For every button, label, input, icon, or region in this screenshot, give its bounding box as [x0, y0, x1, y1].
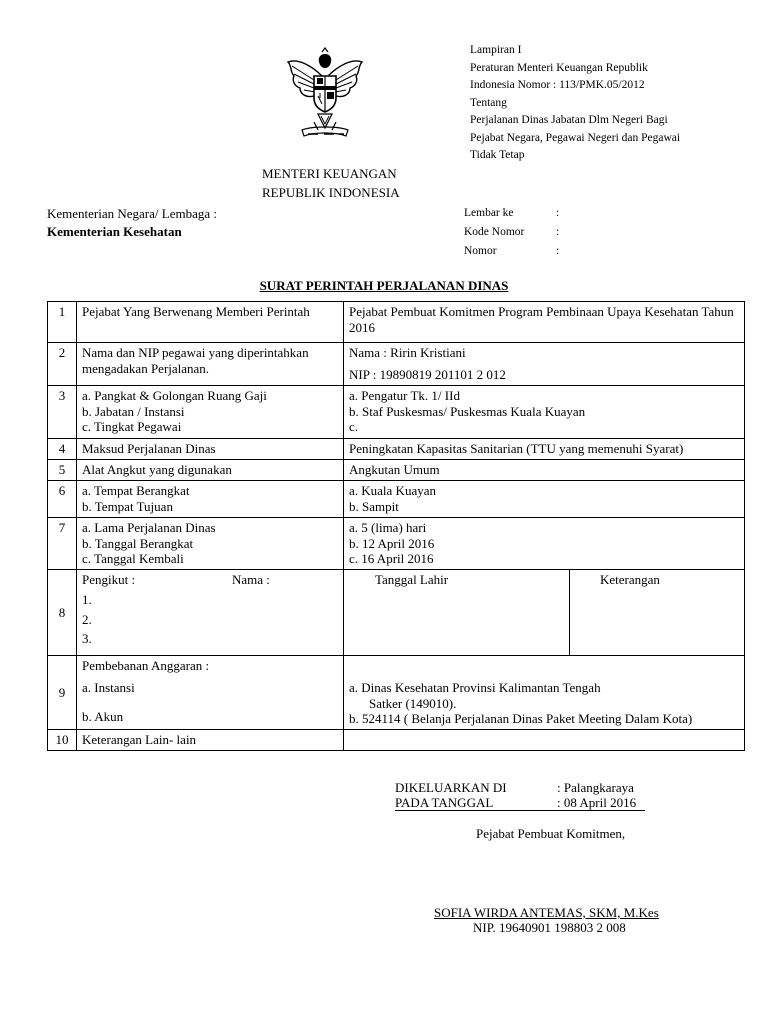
row-label	[77, 481, 344, 518]
ministry-value: Kementerian Kesehatan	[47, 224, 182, 239]
reference-row	[464, 223, 594, 242]
sub-value: b. 12 April 2016	[349, 535, 435, 551]
reference-row	[464, 204, 594, 223]
sub-label: b. Tanggal Berangkat	[82, 535, 194, 551]
date-row	[395, 795, 645, 811]
row-label: Alat Angkut yang digunakan	[77, 460, 344, 481]
row-label	[77, 386, 344, 439]
table-row	[48, 302, 745, 343]
ministry-label: Kementerian Negara/ Lembaga :	[47, 206, 217, 221]
table-row	[48, 439, 745, 460]
companions-label: Pengikut :	[82, 572, 136, 587]
companions-cell	[77, 570, 344, 656]
row-number: 2	[48, 343, 77, 386]
lampiran-line: Tentang	[470, 96, 507, 109]
budget-account-value: b. 524114 ( Belanja Perjalanan Dinas Paket Meeting Dalam Kota)	[349, 711, 693, 726]
lampiran-line: Peraturan Menteri Keuangan Republik	[470, 61, 648, 74]
table-row	[48, 518, 745, 570]
budget-agency-label: a. Instansi	[82, 679, 135, 695]
issued-label: DIKELUARKAN DI	[395, 780, 507, 795]
signer-nip: NIP. 19640901 198803 2 008	[473, 920, 626, 935]
notes-header: Keterangan	[570, 570, 745, 656]
reference-separator: :	[556, 245, 560, 257]
companions-name-label: Nama :	[232, 572, 270, 587]
budget-values	[344, 656, 745, 730]
document-title-text: SURAT PERINTAH PERJALANAN DINAS	[259, 278, 509, 293]
row-number: 4	[48, 439, 77, 460]
reference-block	[464, 204, 594, 261]
companion-item: 2.	[82, 611, 92, 627]
lampiran-line: Pejabat Negara, Pegawai Negeri dan Pegawai	[470, 131, 681, 144]
row-number: 7	[48, 518, 77, 570]
row-label: Keterangan Lain- lain	[77, 729, 344, 750]
signer-name-wrap	[434, 905, 659, 921]
row-value	[344, 343, 745, 386]
issued-value: : Palangkaraya	[557, 780, 634, 795]
row-number: 10	[48, 729, 77, 750]
sub-value: b. Staf Puskesmas/ Puskesmas Kuala Kuayan	[349, 403, 586, 419]
budget-account-label: b. Akun	[82, 709, 124, 724]
sub-value: a. Pengatur Tk. 1/ IId	[349, 388, 460, 403]
header-line-1: MENTERI KEUANGAN	[262, 166, 397, 181]
lampiran-line: Lampiran I	[470, 44, 522, 56]
employee-nip: NIP : 19890819 201101 2 012	[349, 366, 506, 382]
table-row	[48, 343, 745, 386]
row-label	[77, 518, 344, 570]
row-number: 1	[48, 302, 77, 343]
sub-value: a. Kuala Kuayan	[349, 483, 436, 498]
sub-label: c. Tingkat Pegawai	[82, 419, 182, 434]
budget-label: Pembebanan Anggaran :	[82, 658, 210, 673]
row-value: Pejabat Pembuat Komitmen Program Pembinaan Upaya Kesehatan Tahun 2016	[344, 302, 745, 343]
lampiran-line: Indonesia Nomor : 113/PMK.05/2012	[470, 79, 645, 91]
row-value: Angkutan Umum	[344, 460, 745, 481]
table-row	[48, 729, 745, 750]
row-value	[344, 729, 745, 750]
row-number: 3	[48, 386, 77, 439]
reference-label: Kode Nomor	[464, 226, 525, 238]
reference-label: Lembar ke	[464, 207, 514, 219]
lampiran-block	[470, 42, 680, 165]
sub-value: c. 16 April 2016	[349, 551, 434, 566]
birth-date-header: Tanggal Lahir	[344, 570, 570, 656]
header-line-2: REPUBLIK INDONESIA	[262, 185, 400, 200]
budget-cell	[77, 656, 344, 730]
date-value: : 08 April 2016	[557, 795, 637, 810]
reference-row	[464, 242, 594, 261]
sub-value: c.	[349, 419, 359, 434]
table-row	[48, 460, 745, 481]
sub-label: b. Jabatan / Instansi	[82, 403, 185, 419]
sub-label: b. Tempat Tujuan	[82, 498, 173, 514]
sub-label: a. Lama Perjalanan Dinas	[82, 520, 216, 535]
row-value: Peningkatan Kapasitas Sanitarian (TTU yang memenuhi Syarat)	[344, 439, 745, 460]
lampiran-line: Tidak Tetap	[470, 149, 525, 161]
sub-value: b. Sampit	[349, 498, 399, 514]
signer-role: Pejabat Pembuat Komitmen,	[476, 826, 626, 841]
row-label: Nama dan NIP pegawai yang diperintahkan mengadakan Perjalanan.	[77, 343, 344, 386]
row-number: 8	[48, 570, 77, 656]
date-label: PADA TANGGAL	[395, 795, 494, 810]
reference-label: Nomor	[464, 245, 497, 257]
row-label: Maksud Perjalanan Dinas	[77, 439, 344, 460]
row-number: 5	[48, 460, 77, 481]
row-value	[344, 518, 745, 570]
reference-separator: :	[556, 226, 560, 238]
table-row	[48, 656, 745, 730]
employee-name: Nama : Ririn Kristiani	[349, 345, 466, 360]
sub-label: a. Pangkat & Golongan Ruang Gaji	[82, 388, 267, 403]
row-value	[344, 386, 745, 439]
lampiran-line: Perjalanan Dinas Jabatan Dlm Negeri Bagi	[470, 114, 668, 126]
reference-separator: :	[556, 207, 560, 219]
signer-name: SOFIA WIRDA ANTEMAS, SKM, M.Kes	[434, 905, 659, 920]
table-row	[48, 481, 745, 518]
document-title	[0, 278, 768, 294]
budget-agency-value: a. Dinas Kesehatan Provinsi Kalimantan Tengah	[349, 680, 601, 695]
row-number: 6	[48, 481, 77, 518]
row-number: 9	[48, 656, 77, 730]
companion-item: 1.	[82, 592, 92, 607]
sub-value: a. 5 (lima) hari	[349, 520, 427, 535]
sub-label: c. Tanggal Kembali	[82, 551, 184, 566]
row-value	[344, 481, 745, 518]
sub-label: a. Tempat Berangkat	[82, 483, 190, 498]
companions-header	[82, 572, 338, 588]
row-label: Pejabat Yang Berwenang Memberi Perintah	[77, 302, 344, 343]
budget-agency-value-2: Satker (149010).	[369, 695, 457, 711]
table-row	[48, 386, 745, 439]
spd-table	[47, 301, 745, 751]
table-row	[48, 570, 745, 656]
companion-item: 3.	[82, 631, 92, 646]
garuda-emblem	[284, 46, 366, 144]
